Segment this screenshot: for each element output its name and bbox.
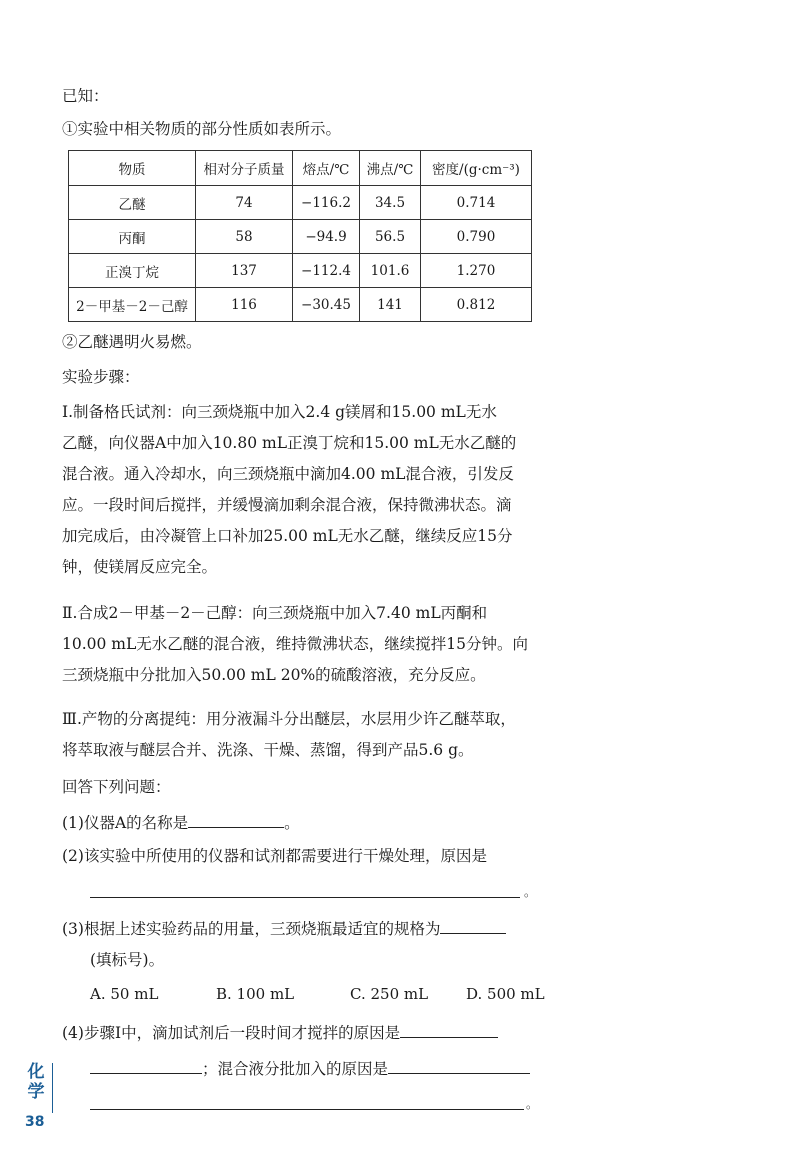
table-cell: 56.5 — [360, 220, 421, 254]
answer-line-2[interactable] — [90, 897, 520, 898]
step-2-line: 三颈烧瓶中分批加入50.00 mL 20%的硫酸溶液，充分反应。 — [62, 666, 486, 684]
answer-blank-4a[interactable] — [400, 1021, 498, 1038]
known-heading: 已知： — [62, 87, 109, 105]
table-cell: 2－甲基－2－己醇 — [69, 288, 196, 322]
table-cell: 58 — [196, 220, 293, 254]
option-a[interactable]: A. 50 mL — [90, 985, 159, 1003]
sidebar-divider — [52, 1063, 53, 1113]
questions-heading: 回答下列问题： — [62, 778, 171, 796]
answer-blank-3[interactable] — [440, 917, 506, 934]
table-header-cell: 物质 — [69, 151, 196, 186]
steps-heading: 实验步骤： — [62, 368, 140, 386]
known-item-1: ①实验中相关物质的部分性质如表所示。 — [62, 120, 342, 138]
question-4-end: 。 — [526, 1097, 539, 1111]
table-cell: 1.270 — [421, 254, 532, 288]
option-d[interactable]: D. 500 mL — [466, 985, 545, 1003]
page-number: 38 — [25, 1114, 45, 1130]
table-cell: 101.6 — [360, 254, 421, 288]
answer-blank-1[interactable] — [188, 811, 284, 828]
question-1-text: (1)仪器A的名称是 — [62, 814, 189, 832]
step-2-line: 10.00 mL无水乙醚的混合液，维持微沸状态，继续搅拌15分钟。向 — [62, 635, 529, 653]
table-row — [69, 254, 532, 288]
properties-table — [68, 150, 532, 322]
table-cell: 0.812 — [421, 288, 532, 322]
table-cell: 116 — [196, 288, 293, 322]
question-4-cont — [90, 1057, 530, 1079]
question-4-text: (4)步骤Ⅰ中，滴加试剂后一段时间才搅拌的原因是 — [62, 1024, 401, 1042]
table-cell: −30.45 — [293, 288, 360, 322]
table-row — [69, 186, 532, 220]
question-3-text: (3)根据上述实验药品的用量，三颈烧瓶最适宜的规格为 — [62, 920, 441, 938]
table-cell: −112.4 — [293, 254, 360, 288]
subject-label: 化学 — [27, 1062, 45, 1102]
table-cell: 34.5 — [360, 186, 421, 220]
answer-line-4[interactable] — [90, 1109, 524, 1110]
table-cell: 141 — [360, 288, 421, 322]
question-4-mid: ；混合液分批加入的原因是 — [202, 1060, 389, 1078]
question-1 — [62, 811, 300, 833]
answer-blank-4c[interactable] — [388, 1057, 530, 1074]
step-1 — [62, 397, 540, 583]
question-3 — [62, 917, 506, 939]
question-4 — [62, 1021, 498, 1043]
table-cell: −94.9 — [293, 220, 360, 254]
table-row — [69, 220, 532, 254]
table-cell: 正溴丁烷 — [69, 254, 196, 288]
table-cell: 137 — [196, 254, 293, 288]
table-header-row — [69, 151, 532, 186]
table-cell: 74 — [196, 186, 293, 220]
table-cell: 丙酮 — [69, 220, 196, 254]
step-1-line: 加完成后，由冷凝管上口补加25.00 mL无水乙醚，继续反应15分 — [62, 527, 513, 545]
table-cell: 0.714 — [421, 186, 532, 220]
table-cell: 乙醚 — [69, 186, 196, 220]
step-1-line: Ⅰ.制备格氏试剂：向三颈烧瓶中加入2.4 g镁屑和15.00 mL无水 — [62, 403, 497, 421]
step-1-line: 混合液。通入冷却水，向三颈烧瓶中滴加4.00 mL混合液，引发反 — [62, 465, 514, 483]
table-header-cell: 沸点/℃ — [360, 151, 421, 186]
step-3-line: Ⅲ.产物的分离提纯：用分液漏斗分出醚层，水层用少许乙醚萃取， — [62, 710, 516, 728]
table-header-cell: 熔点/℃ — [293, 151, 360, 186]
question-2: (2)该实验中所使用的仪器和试剂都需要进行干燥处理，原因是 — [62, 847, 487, 865]
table-header-cell: 密度/(g·cm⁻³) — [421, 151, 532, 186]
table-cell: 0.790 — [421, 220, 532, 254]
step-1-line: 钟，使镁屑反应完全。 — [62, 558, 218, 576]
question-2-end: 。 — [524, 885, 537, 899]
table-cell: −116.2 — [293, 186, 360, 220]
known-item-2: ②乙醚遇明火易燃。 — [62, 333, 202, 351]
step-1-line: 应。一段时间后搅拌，并缓慢滴加剩余混合液，保持微沸状态。滴 — [62, 496, 512, 514]
option-b[interactable]: B. 100 mL — [216, 985, 295, 1003]
step-3 — [62, 704, 540, 766]
step-2-line: Ⅱ.合成2－甲基－2－己醇：向三颈烧瓶中加入7.40 mL丙酮和 — [62, 604, 488, 622]
question-1-end: 。 — [284, 814, 300, 832]
option-c[interactable]: C. 250 mL — [350, 985, 429, 1003]
step-3-line: 将萃取液与醚层合并、洗涤、干燥、蒸馏，得到产品5.6 g。 — [62, 741, 474, 759]
step-2 — [62, 598, 540, 691]
answer-blank-4b[interactable] — [90, 1057, 202, 1074]
question-3-note: (填标号)。 — [90, 951, 165, 969]
table-row — [69, 288, 532, 322]
step-1-line: 乙醚，向仪器A中加入10.80 mL正溴丁烷和15.00 mL无水乙醚的 — [62, 434, 517, 452]
table-header-cell: 相对分子质量 — [196, 151, 293, 186]
